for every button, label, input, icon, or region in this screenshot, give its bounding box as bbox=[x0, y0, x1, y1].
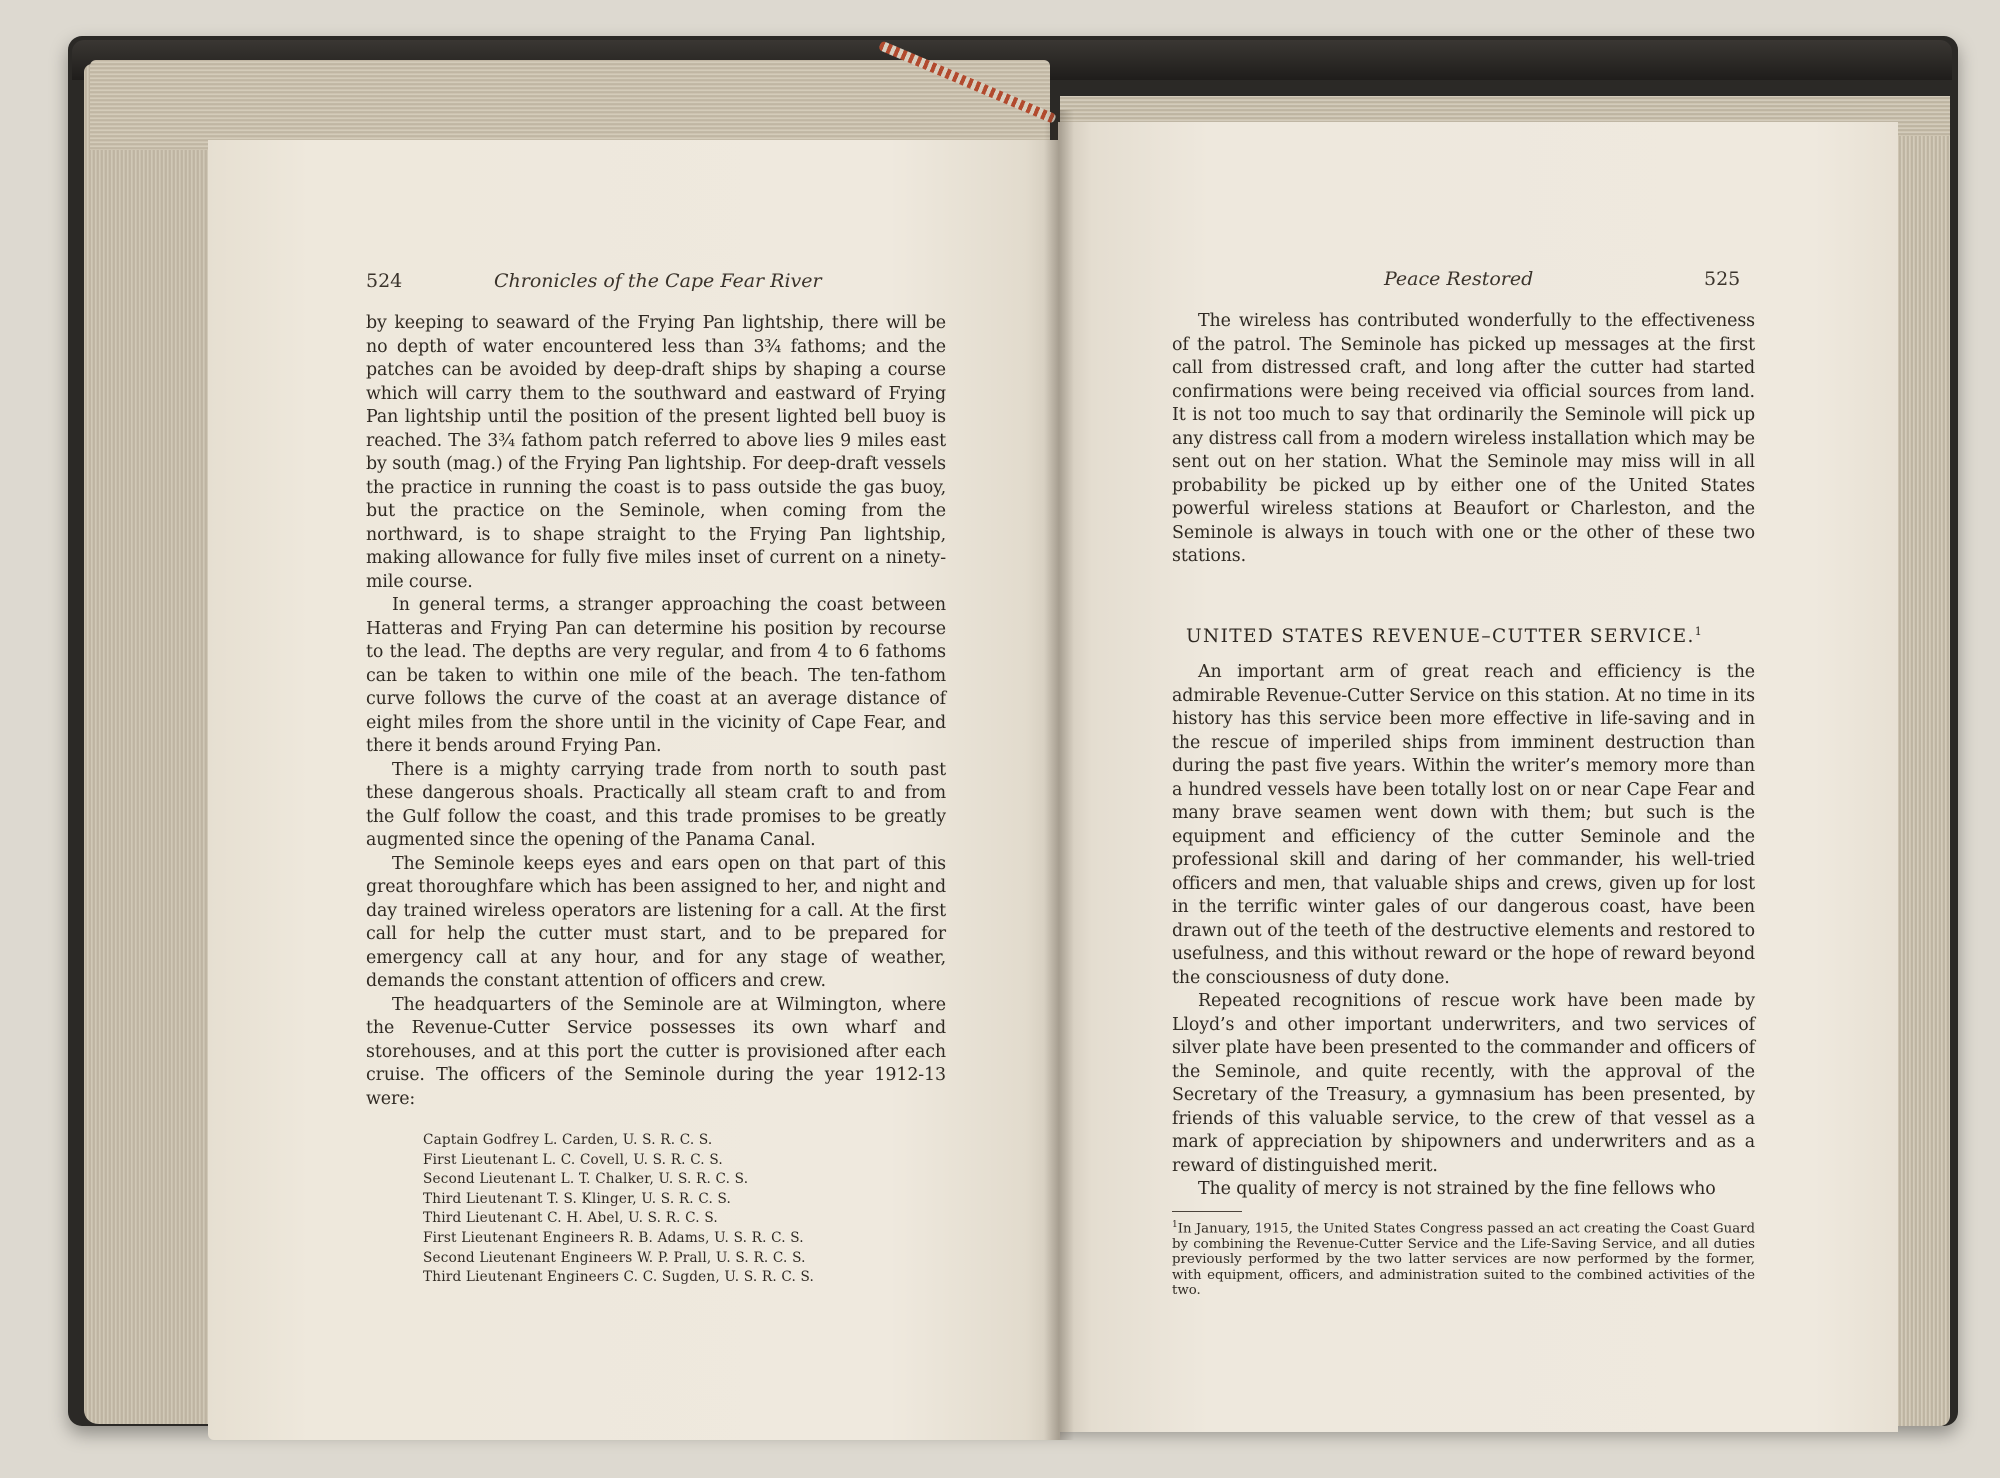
left-body-text bbox=[366, 312, 946, 1111]
section-heading-text: UNITED STATES REVENUE–CUTTER SERVICE. bbox=[1186, 626, 1695, 648]
right-page-number: 525 bbox=[1704, 268, 1741, 290]
right-running-title: Peace Restored bbox=[1384, 268, 1534, 290]
footnote bbox=[1172, 1218, 1755, 1299]
officer-entry: Third Lieutenant C. H. Abel, U. S. R. C. S. bbox=[423, 1210, 718, 1227]
section-heading bbox=[1186, 625, 1702, 647]
paragraph: The quality of mercy is not strained by the fine fellows who bbox=[1198, 1179, 1716, 1199]
right-running-head bbox=[1058, 268, 1898, 298]
officer-entry: Third Lieutenant T. S. Klinger, U. S. R. C. S. bbox=[423, 1190, 732, 1207]
left-page-edges bbox=[84, 64, 224, 1424]
footnote-rule bbox=[1172, 1211, 1242, 1212]
officer-entry: First Lieutenant L. C. Covell, U. S. R. C. S. bbox=[423, 1151, 723, 1168]
book-gutter bbox=[1044, 110, 1074, 1440]
footnote-marker: 1 bbox=[1172, 1220, 1178, 1230]
right-page bbox=[1058, 122, 1898, 1432]
officers-list bbox=[423, 1131, 814, 1288]
left-running-title: Chronicles of the Cape Fear River bbox=[494, 270, 822, 292]
right-page-edges bbox=[1890, 96, 1950, 1426]
paragraph: There is a mighty carrying trade from north to south past these dangerous shoals. Practically all steam craft to and from the Gulf follow the coast, and this trade promises to be greatly augmented since the opening of the Panama Canal. bbox=[366, 759, 946, 850]
left-running-head bbox=[208, 270, 1060, 300]
officer-entry: Third Lieutenant Engineers C. C. Sugden, U. S. R. C. S. bbox=[423, 1269, 815, 1286]
officer-entry: First Lieutenant Engineers R. B. Adams, U. S. R. C. S. bbox=[423, 1229, 804, 1246]
top-page-edges-left bbox=[90, 60, 1050, 150]
officer-entry: Captain Godfrey L. Carden, U. S. R. C. S. bbox=[423, 1132, 713, 1148]
right-section-text bbox=[1172, 661, 1755, 1202]
paragraph: An important arm of great reach and efficiency is the admirable Revenue-Cutter Service on this station. At no time in its history has this service been more effective in life-saving and in the rescue of imperiled ships from imminent destruction than during the past five years. Within the writer’s memory more than a hundred vessels have been totally lost on or near Cape Fear and many brave seamen went down with them; but such is the equipment and efficiency of the cutter Seminole and the professional skill and daring of her commander, his well-tried officers and men, that valuable ships and crews, given up for lost in the terrific winter gales of our dangerous coast, have been drawn out of the teeth of the destructive elements and restored to usefulness, and this without reward or the hope of reward beyond the consciousness of duty done. bbox=[1172, 662, 1755, 988]
paragraph: The Seminole keeps eyes and ears open on that part of this great thoroughfare which has been assigned to her, and night and day trained wireless operators are listening for a call. At the first call for help the cutter must start, and to be prepared for emergency call at any hour, and for any stage of weather, demands the constant attention of officers and crew. bbox=[366, 853, 946, 991]
paragraph: The headquarters of the Seminole are at Wilmington, where the Revenue-Cutter Service possesses its own wharf and storehouses, and at this port the cutter is provisioned after each cruise. The officers of the Seminole during the year 1912-13 were: bbox=[366, 994, 946, 1109]
left-page bbox=[208, 140, 1060, 1440]
footnote-text: In January, 1915, the United States Congress passed an act creating the Coast Guard by combining the Revenue-Cutter Service and the Life-Saving Service, and all duties previously performed by the two latter services are now performed by the former, with equipment, officers, and administration suited to the combined activities of the two. bbox=[1172, 1221, 1755, 1299]
paragraph: The wireless has contributed wonderfully to the effectiveness of the patrol. The Seminole has picked up messages at the first call from distressed craft, and long after the cutter had started confirmations were being received via official sources from land. It is not too much to say that ordinarily the Seminole will pick up any distress call from a modern wireless installation which may be sent out on her station. What the Seminole may miss will in all probability be picked up by either one of the United States powerful wireless stations at Beaufort or Charleston, and the Seminole is always in touch with one or the other of these two stations. bbox=[1172, 311, 1755, 566]
footnote-reference: 1 bbox=[1694, 625, 1702, 638]
left-page-number: 524 bbox=[366, 270, 403, 292]
paragraph: by keeping to seaward of the Frying Pan lightship, there will be no depth of water encountered less than 3¾ fathoms; and the patches can be avoided by deep-draft ships by shaping a course which will carry them to the southward and eastward of Frying Pan lightship until the position of the present lighted bell buoy is reached. The 3¾ fathom patch referred to above lies 9 miles east by south (mag.) of the Frying Pan lightship. For deep-draft vessels the practice in running the coast is to pass outside the gas buoy, but the practice on the Seminole, when coming from the northward, is to shape straight to the Frying Pan lightship, making allowance for fully five miles inset of current on a ninety-mile course. bbox=[366, 313, 946, 592]
officer-entry: Second Lieutenant Engineers W. P. Prall, U. S. R. C. S. bbox=[423, 1249, 806, 1266]
paragraph: Repeated recognitions of rescue work have been made by Lloyd’s and other important underwriters, and two services of silver plate have been presented to the commander and officers of the Seminole, and quite recently, with the approval of the Secretary of the Treasury, a gymnasium has been presented, by friends of this valuable service, to the crew of that vessel as a mark of appreciation by shipowners and underwriters and as a reward of distinguished merit. bbox=[1172, 991, 1755, 1176]
right-intro-text bbox=[1172, 310, 1755, 569]
paragraph: In general terms, a stranger approaching the coast between Hatteras and Frying Pan can determine his position by recourse to the lead. The depths are very regular, and from 4 to 6 fathoms can be taken to within one mile of the beach. The ten-fathom curve follows the curve of the coast at an average distance of eight miles from the shore until in the vicinity of Cape Fear, and there it bends around Frying Pan. bbox=[366, 595, 946, 756]
officer-entry: Second Lieutenant L. T. Chalker, U. S. R. C. S. bbox=[423, 1171, 749, 1188]
